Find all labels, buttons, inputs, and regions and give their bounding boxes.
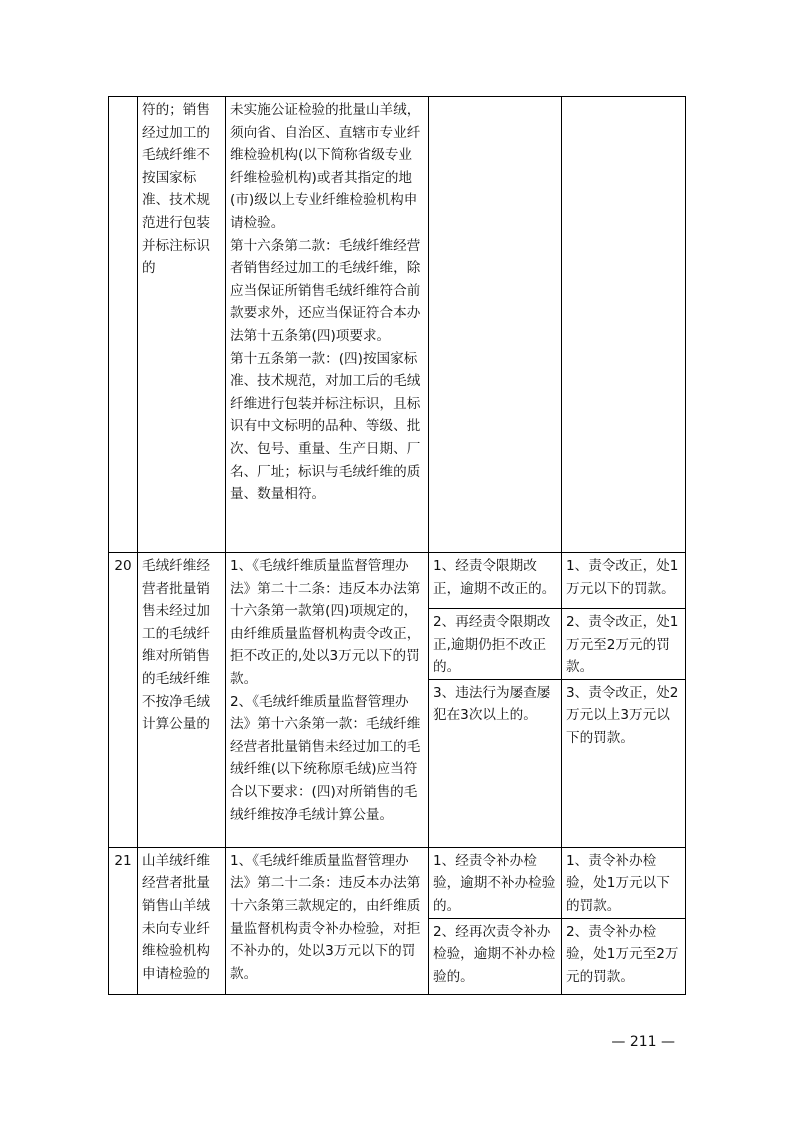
violation-cell: 毛绒纤维经营者批量销售未经过加工的毛绒纤维对所销售的毛绒纤维不按净毛绒计算公量的 [138,553,226,848]
penalty-cell: 1、责令补办检验，处1万元以下的罚款。 [562,847,686,918]
violation-cell: 符的；销售经过加工的毛绒纤维不按国家标准、技术规范进行包装并标注标识的 [138,97,226,553]
legal-basis-cell [226,847,429,994]
basis-paragraph: 1、《毛绒纤维质量监督管理办法》第二十二条：违反本办法第十六条第三款规定的，由纤维质量监督机构责令补办检验，对拒不补办的，处以3万元以下的罚款。 [230,852,421,982]
penalty-cell: 1、责令改正，处1万元以下的罚款。 [562,553,686,609]
penalty-cell [562,97,686,553]
circumstance-cell: 2、经再次责令补办检验，逾期不补办检验的。 [429,918,562,994]
circumstance-cell [429,97,562,553]
row-number [109,97,138,553]
penalty-cell: 3、责令改正，处2万元以上3万元以下的罚款。 [562,679,686,847]
legal-basis-cell [226,97,429,553]
violation-cell: 山羊绒纤维经营者批量销售山羊绒未向专业纤维检验机构申请检验的 [138,847,226,994]
circumstance-cell: 2、再经责令限期改正,逾期仍拒不改正的。 [429,609,562,680]
row-number: 21 [109,847,138,994]
basis-paragraph: 第十六条第二款：毛绒纤维经营者销售经过加工的毛绒纤维，除应当保证所销售毛绒纤维符合前款要求外，还应当保证符合本办法第十五条第(四)项要求。 [230,237,421,344]
table-row [109,97,686,553]
circumstance-cell: 1、经责令限期改正，逾期不改正的。 [429,553,562,609]
basis-paragraph: 未实施公证检验的批量山羊绒，须向省、自治区、直辖市专业纤维检验机构(以下简称省级专业纤维检验机构)或者其指定的地(市)级以上专业纤维检验机构申请检验。 [230,102,421,231]
circumstance-cell: 3、违法行为屡查屡犯在3次以上的。 [429,679,562,847]
page-number: — 211 — [611,1034,675,1050]
legal-basis-cell [226,553,429,848]
penalty-cell: 2、责令改正，处1万元至2万元的罚款。 [562,609,686,680]
basis-paragraph: 第十五条第一款：(四)按国家标准、技术规范，对加工后的毛绒纤维进行包装并标注标识，且标识有中文标明的品种、等级、批次、包号、重量、生产日期、厂名、厂址；标识与毛绒纤维的质量、数量相符。 [230,350,421,503]
penalty-table [108,96,686,995]
penalty-cell: 2、责令补办检验，处1万元至2万元的罚款。 [562,918,686,994]
table-row [109,847,686,918]
circumstance-cell: 1、经责令补办检验，逾期不补办检验的。 [429,847,562,918]
basis-paragraph: 1、《毛绒纤维质量监督管理办法》第二十二条：违反本办法第十六条第一款第(四)项规定的，由纤维质量监督机构责令改正，拒不改正的,处以3万元以下的罚款。 [230,558,421,687]
basis-paragraph: 2、《毛绒纤维质量监督管理办法》第十六条第一款：毛绒纤维经营者批量销售未经过加工的毛绒纤维(以下统称原毛绒)应当符合以下要求：(四)对所销售的毛绒纤维按净毛绒计算公量。 [230,693,421,823]
table-row [109,553,686,609]
row-number: 20 [109,553,138,848]
